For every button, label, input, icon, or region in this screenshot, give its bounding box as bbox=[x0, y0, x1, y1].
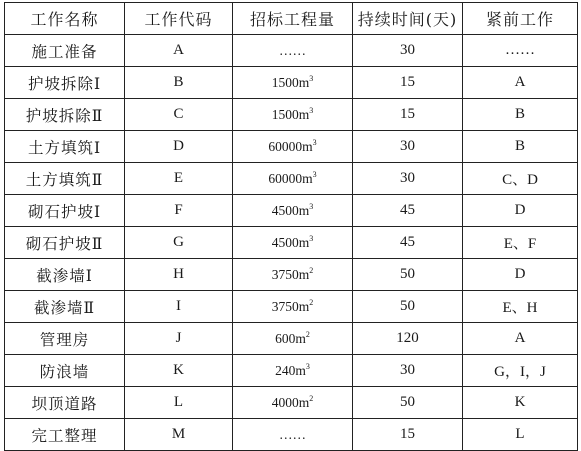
table-row bbox=[5, 419, 578, 451]
table-row bbox=[5, 259, 578, 291]
duration-cell: 30 bbox=[353, 131, 463, 163]
duration-cell: 15 bbox=[353, 99, 463, 131]
quantity-value: 4500 bbox=[271, 234, 299, 250]
table-row bbox=[5, 35, 578, 67]
quantity-unit-exponent: 3 bbox=[309, 201, 314, 211]
duration-cell: 50 bbox=[353, 387, 463, 419]
work-code-cell: G bbox=[125, 227, 233, 259]
predecessor-cell: E、F bbox=[463, 227, 578, 259]
quantity-value: 600 bbox=[275, 330, 296, 346]
header-duration: 持续时间(天) bbox=[353, 3, 463, 35]
tender-quantity-cell bbox=[233, 323, 353, 355]
work-name-cell: 土方填筑Ⅱ bbox=[5, 163, 125, 195]
quantity-value: 1500 bbox=[271, 106, 299, 122]
quantity-value: 4500 bbox=[271, 202, 299, 218]
work-code-cell: H bbox=[125, 259, 233, 291]
quantity-unit: m bbox=[298, 298, 310, 314]
quantity-unit: m bbox=[298, 202, 310, 218]
header-work-code: 工作代码 bbox=[125, 3, 233, 35]
tender-quantity-cell bbox=[233, 387, 353, 419]
predecessor-cell: D bbox=[463, 195, 578, 227]
predecessor-cell: D bbox=[463, 259, 578, 291]
quantity-value: 4000 bbox=[271, 394, 299, 410]
predecessor-cell: K bbox=[463, 387, 578, 419]
work-name-cell: 防浪墙 bbox=[5, 355, 125, 387]
work-name-cell: 完工整理 bbox=[5, 419, 125, 451]
quantity-unit: m bbox=[298, 106, 310, 122]
predecessor-cell: L bbox=[463, 419, 578, 451]
tender-quantity-cell bbox=[233, 131, 353, 163]
work-code-cell: J bbox=[125, 323, 233, 355]
header-row bbox=[5, 3, 578, 35]
quantity-unit: m bbox=[302, 170, 313, 186]
duration-cell: 50 bbox=[353, 259, 463, 291]
work-code-cell: C bbox=[125, 99, 233, 131]
predecessor-cell: C、D bbox=[463, 163, 578, 195]
quantity-value: 3750 bbox=[271, 298, 299, 314]
work-code-cell: E bbox=[125, 163, 233, 195]
quantity-unit-exponent: 2 bbox=[305, 329, 310, 339]
work-schedule-table bbox=[4, 2, 578, 451]
quantity-value: 240 bbox=[275, 362, 296, 378]
quantity-unit-exponent: 3 bbox=[309, 233, 314, 243]
duration-cell: 45 bbox=[353, 227, 463, 259]
quantity-value: …… bbox=[279, 42, 306, 58]
work-code-cell: D bbox=[125, 131, 233, 163]
predecessor-cell: A bbox=[463, 323, 578, 355]
quantity-unit-exponent: 3 bbox=[305, 361, 310, 371]
work-name-cell: 砌石护坡Ⅰ bbox=[5, 195, 125, 227]
duration-cell: 15 bbox=[353, 67, 463, 99]
duration-cell: 50 bbox=[353, 291, 463, 323]
work-name-cell: 截渗墙Ⅰ bbox=[5, 259, 125, 291]
quantity-unit: m bbox=[298, 74, 310, 90]
work-code-cell: M bbox=[125, 419, 233, 451]
header-tender-quantity: 招标工程量 bbox=[233, 3, 353, 35]
predecessor-cell: E、H bbox=[463, 291, 578, 323]
work-code-cell: B bbox=[125, 67, 233, 99]
quantity-unit-exponent: 3 bbox=[312, 137, 317, 147]
table-row bbox=[5, 291, 578, 323]
duration-cell: 45 bbox=[353, 195, 463, 227]
header-work-name: 工作名称 bbox=[5, 3, 125, 35]
work-code-cell: K bbox=[125, 355, 233, 387]
tender-quantity-cell bbox=[233, 291, 353, 323]
work-name-cell: 土方填筑Ⅰ bbox=[5, 131, 125, 163]
table-row bbox=[5, 99, 578, 131]
duration-cell: 30 bbox=[353, 163, 463, 195]
predecessor-cell: B bbox=[463, 99, 578, 131]
work-name-cell: 坝顶道路 bbox=[5, 387, 125, 419]
table-row bbox=[5, 195, 578, 227]
predecessor-cell: A bbox=[463, 67, 578, 99]
quantity-value: 3750 bbox=[271, 266, 299, 282]
work-name-cell: 施工准备 bbox=[5, 35, 125, 67]
quantity-unit: m bbox=[298, 234, 310, 250]
tender-quantity-cell bbox=[233, 99, 353, 131]
tender-quantity-cell bbox=[233, 67, 353, 99]
quantity-value: 1500 bbox=[271, 74, 299, 90]
work-code-cell: L bbox=[125, 387, 233, 419]
tender-quantity-cell bbox=[233, 419, 353, 451]
work-code-cell: F bbox=[125, 195, 233, 227]
tender-quantity-cell bbox=[233, 259, 353, 291]
quantity-value: 60000 bbox=[268, 170, 303, 186]
table-row bbox=[5, 387, 578, 419]
predecessor-cell: B bbox=[463, 131, 578, 163]
table-row bbox=[5, 163, 578, 195]
quantity-unit: m bbox=[298, 266, 310, 282]
table-body bbox=[5, 35, 578, 451]
quantity-unit-exponent: 3 bbox=[309, 73, 314, 83]
duration-cell: 120 bbox=[353, 323, 463, 355]
tender-quantity-cell bbox=[233, 35, 353, 67]
quantity-unit-exponent: 2 bbox=[309, 265, 314, 275]
table-row bbox=[5, 67, 578, 99]
work-name-cell: 护坡拆除Ⅰ bbox=[5, 67, 125, 99]
quantity-unit: m bbox=[302, 138, 313, 154]
quantity-value: …… bbox=[279, 426, 306, 442]
duration-cell: 15 bbox=[353, 419, 463, 451]
work-code-cell: A bbox=[125, 35, 233, 67]
work-name-cell: 截渗墙Ⅱ bbox=[5, 291, 125, 323]
duration-cell: 30 bbox=[353, 355, 463, 387]
table-row bbox=[5, 323, 578, 355]
tender-quantity-cell bbox=[233, 355, 353, 387]
tender-quantity-cell bbox=[233, 227, 353, 259]
quantity-unit: m bbox=[295, 362, 306, 378]
quantity-value: 60000 bbox=[268, 138, 303, 154]
header-predecessor: 紧前工作 bbox=[463, 3, 578, 35]
quantity-unit-exponent: 3 bbox=[312, 169, 317, 179]
predecessor-cell: G，I，J bbox=[463, 355, 578, 387]
quantity-unit: m bbox=[295, 330, 306, 346]
predecessor-cell: …… bbox=[463, 35, 578, 67]
quantity-unit-exponent: 2 bbox=[309, 393, 314, 403]
work-code-cell: I bbox=[125, 291, 233, 323]
table-row bbox=[5, 131, 578, 163]
table-row bbox=[5, 227, 578, 259]
work-name-cell: 护坡拆除Ⅱ bbox=[5, 99, 125, 131]
quantity-unit-exponent: 2 bbox=[309, 297, 314, 307]
quantity-unit-exponent: 3 bbox=[309, 105, 314, 115]
work-name-cell: 管理房 bbox=[5, 323, 125, 355]
quantity-unit: m bbox=[298, 394, 310, 410]
table-row bbox=[5, 355, 578, 387]
tender-quantity-cell bbox=[233, 195, 353, 227]
tender-quantity-cell bbox=[233, 163, 353, 195]
work-name-cell: 砌石护坡Ⅱ bbox=[5, 227, 125, 259]
duration-cell: 30 bbox=[353, 35, 463, 67]
